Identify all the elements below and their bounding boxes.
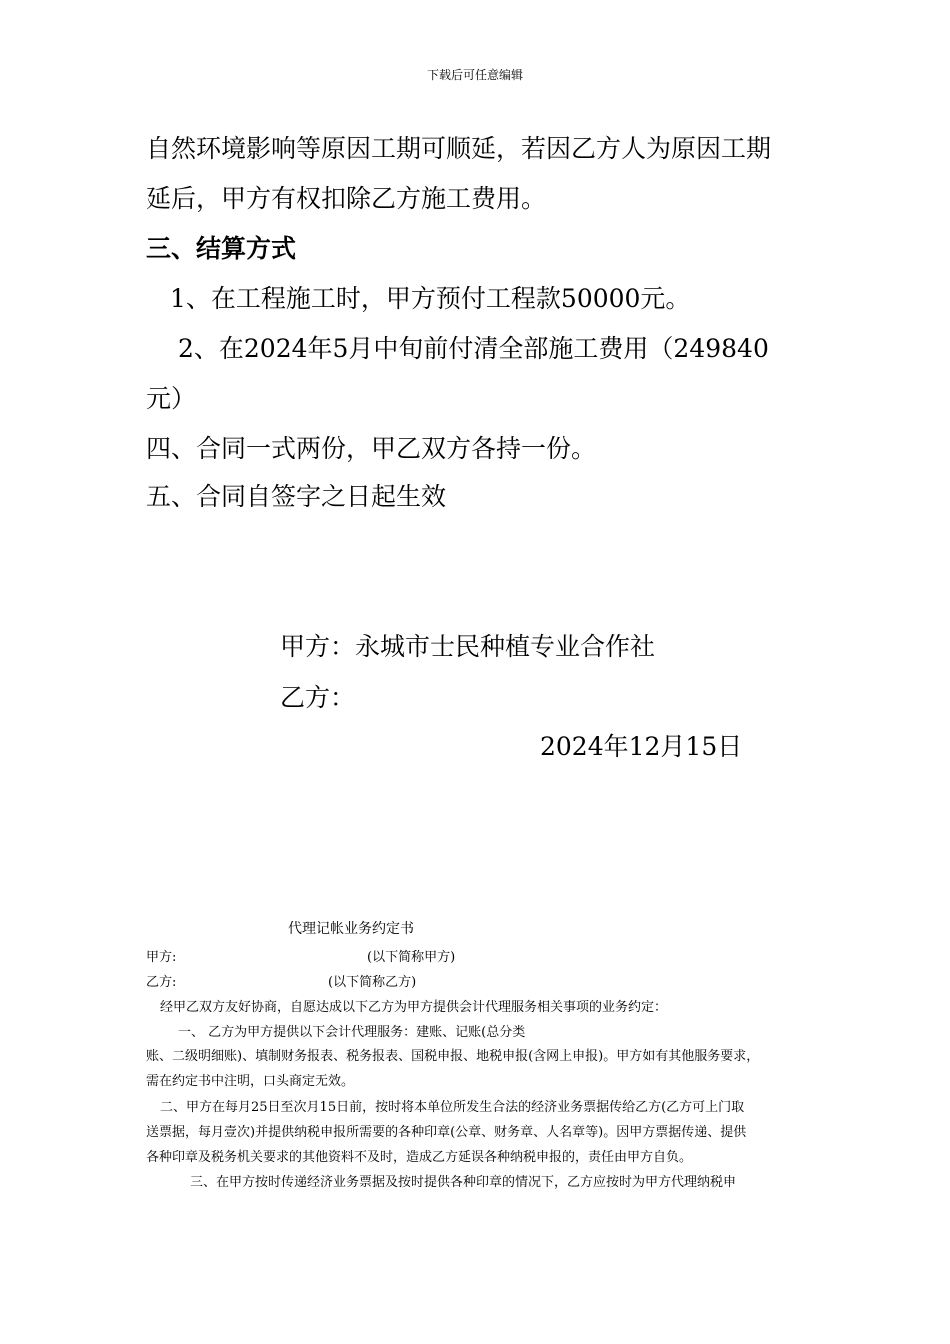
clause2-line3: 各种印章及税务机关要求的其他资料不及时，造成乙方延误各种纳税申报的，责任由甲方自负。 [146, 1150, 693, 1165]
contract-para1-line1: 自然环境影响等原因工期可顺延，若因乙方人为原因工期 [146, 134, 772, 163]
settlement-item1: 1、在工程施工时，甲方预付工程款50000元。 [170, 284, 691, 313]
settlement-item2-line1: 2、在2024年5月中旬前付清全部施工费用（249840 [178, 334, 769, 363]
settlement-item2-line2: 元） [146, 384, 197, 413]
clause1-line1: 一、 乙方为甲方提供以下会计代理服务：建账、记账(总分类 [178, 1025, 526, 1040]
page-header-watermark: 下载后可任意编辑 [426, 68, 523, 82]
contract-para1-line2: 延后，甲方有权扣除乙方施工费用。 [146, 184, 547, 213]
signature-party-b: 乙方： [280, 683, 356, 712]
clause1-line2: 账、二级明细账)、填制财务报表、税务报表、国税申报、地税申报(含网上申报)。甲方如有其他服务要求， [146, 1049, 760, 1064]
clause2-line1: 二、甲方在每月25日至次月15日前，按时将本单位所发生合法的经济业务票据传给乙方(乙方可上门取 [160, 1100, 745, 1115]
signature-party-a: 甲方：永城市士民种植专业合作社 [280, 632, 656, 661]
agreement-title: 代理记帐业务约定书 [288, 921, 414, 937]
section4: 四、合同一式两份，甲乙双方各持一份。 [146, 434, 597, 463]
signature-date: 2024年12月15日 [540, 732, 743, 761]
clause3-line1: 三、在甲方按时传递经济业务票据及按时提供各种印章的情况下，乙方应按时为甲方代理纳税申 [190, 1175, 737, 1190]
section3-title: 三、结算方式 [146, 234, 297, 263]
agreement-intro: 经甲乙双方友好协商，自愿达成以下乙方为甲方提供会计代理服务相关事项的业务约定： [160, 1000, 668, 1015]
agreement-party-b-note: (以下简称乙方) [328, 975, 417, 990]
agreement-party-a-label: 甲方: [146, 950, 177, 965]
clause1-line3: 需在约定书中注明，口头商定无效。 [146, 1074, 355, 1089]
section5: 五、合同自签字之日起生效 [146, 482, 447, 511]
agreement-party-a-note: (以下简称甲方) [367, 950, 456, 965]
clause2-line2: 送票据，每月壹次)并提供纳税申报所需要的各种印章(公章、财务章、人名章等)。因甲方票据传递、提供 [146, 1125, 747, 1140]
agreement-party-b-label: 乙方: [146, 975, 177, 990]
